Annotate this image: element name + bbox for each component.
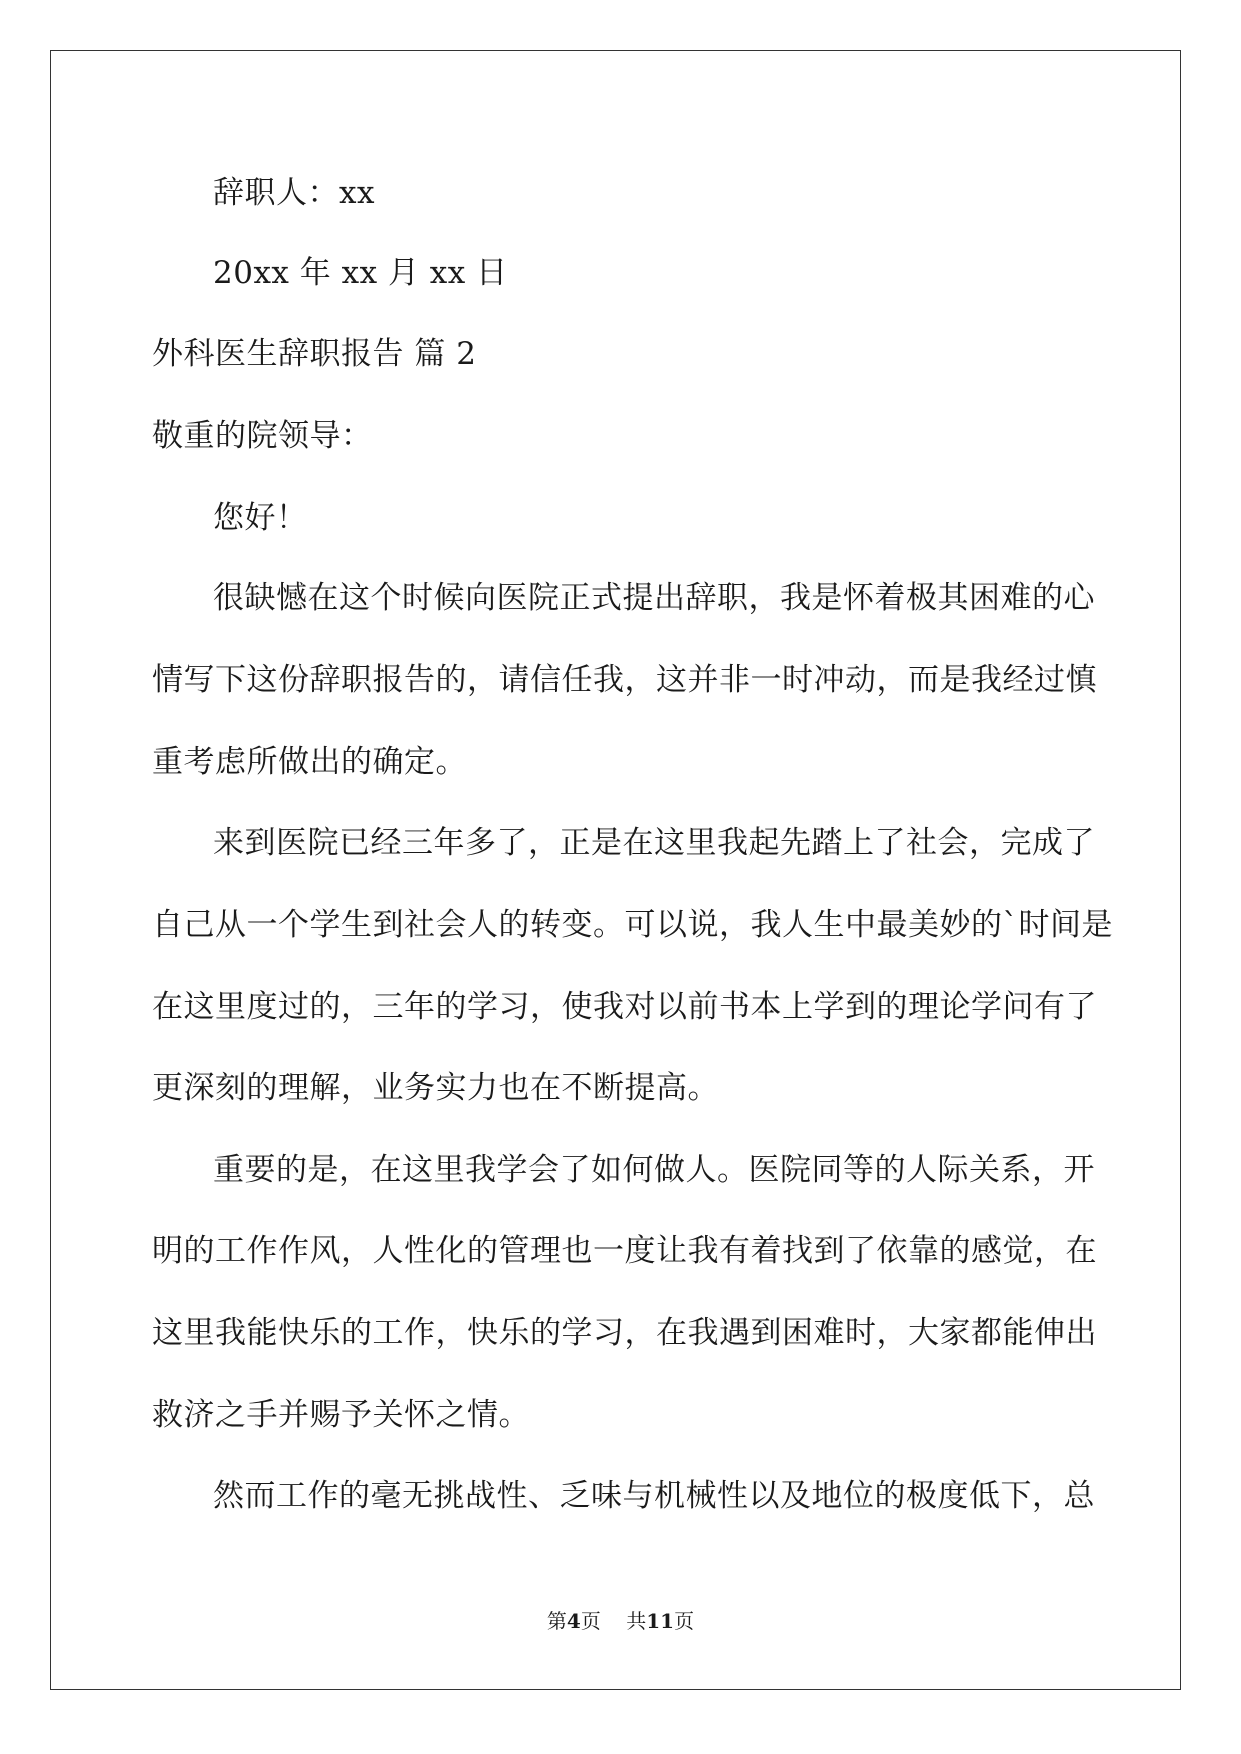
paragraph-line: 情写下这份辞职报告的，请信任我，这并非一时冲动，而是我经过慎 — [152, 662, 1097, 698]
signature-line: 辞职人：xx — [213, 175, 375, 211]
date-line: 20xx 年 xx 月 xx 日 — [213, 255, 508, 291]
paragraph-line: 然而工作的毫无挑战性、乏味与机械性以及地位的极度低下，总 — [213, 1478, 1095, 1514]
paragraph-line: 来到医院已经三年多了，正是在这里我起先踏上了社会，完成了 — [213, 825, 1095, 861]
footer-page-suffix: 页 — [580, 1609, 601, 1633]
salutation: 敬重的院领导： — [152, 418, 373, 454]
footer-total-suffix: 页 — [674, 1609, 695, 1633]
total-pages: 11 — [646, 1609, 675, 1633]
paragraph-line: 重要的是，在这里我学会了如何做人。医院同等的人际关系，开 — [213, 1152, 1095, 1188]
paragraph-line: 在这里度过的，三年的学习，使我对以前书本上学到的理论学问有了 — [152, 989, 1097, 1025]
paragraph-line: 这里我能快乐的工作，快乐的学习，在我遇到困难时，大家都能伸出 — [152, 1315, 1097, 1351]
paragraph-line: 重考虑所做出的确定。 — [152, 744, 467, 780]
page-footer — [0, 1608, 1241, 1634]
paragraph-line: 救济之手并赐予关怀之情。 — [152, 1397, 530, 1433]
footer-total-prefix: 共 — [626, 1609, 647, 1633]
paragraph-line: 自己从一个学生到社会人的转变。可以说，我人生中最美妙的`时间是 — [152, 907, 1113, 943]
page-border — [50, 50, 1181, 1690]
footer-prefix: 第 — [546, 1609, 567, 1633]
paragraph-line: 很缺憾在这个时候向医院正式提出辞职，我是怀着极其困难的心 — [213, 580, 1095, 616]
section-heading: 外科医生辞职报告 篇 2 — [152, 336, 477, 372]
paragraph-line: 明的工作作风，人性化的管理也一度让我有着找到了依靠的感觉，在 — [152, 1233, 1097, 1269]
paragraph-line: 更深刻的理解，业务实力也在不断提高。 — [152, 1070, 719, 1106]
page-number: 4 — [566, 1609, 581, 1633]
greeting: 您好！ — [213, 500, 308, 536]
